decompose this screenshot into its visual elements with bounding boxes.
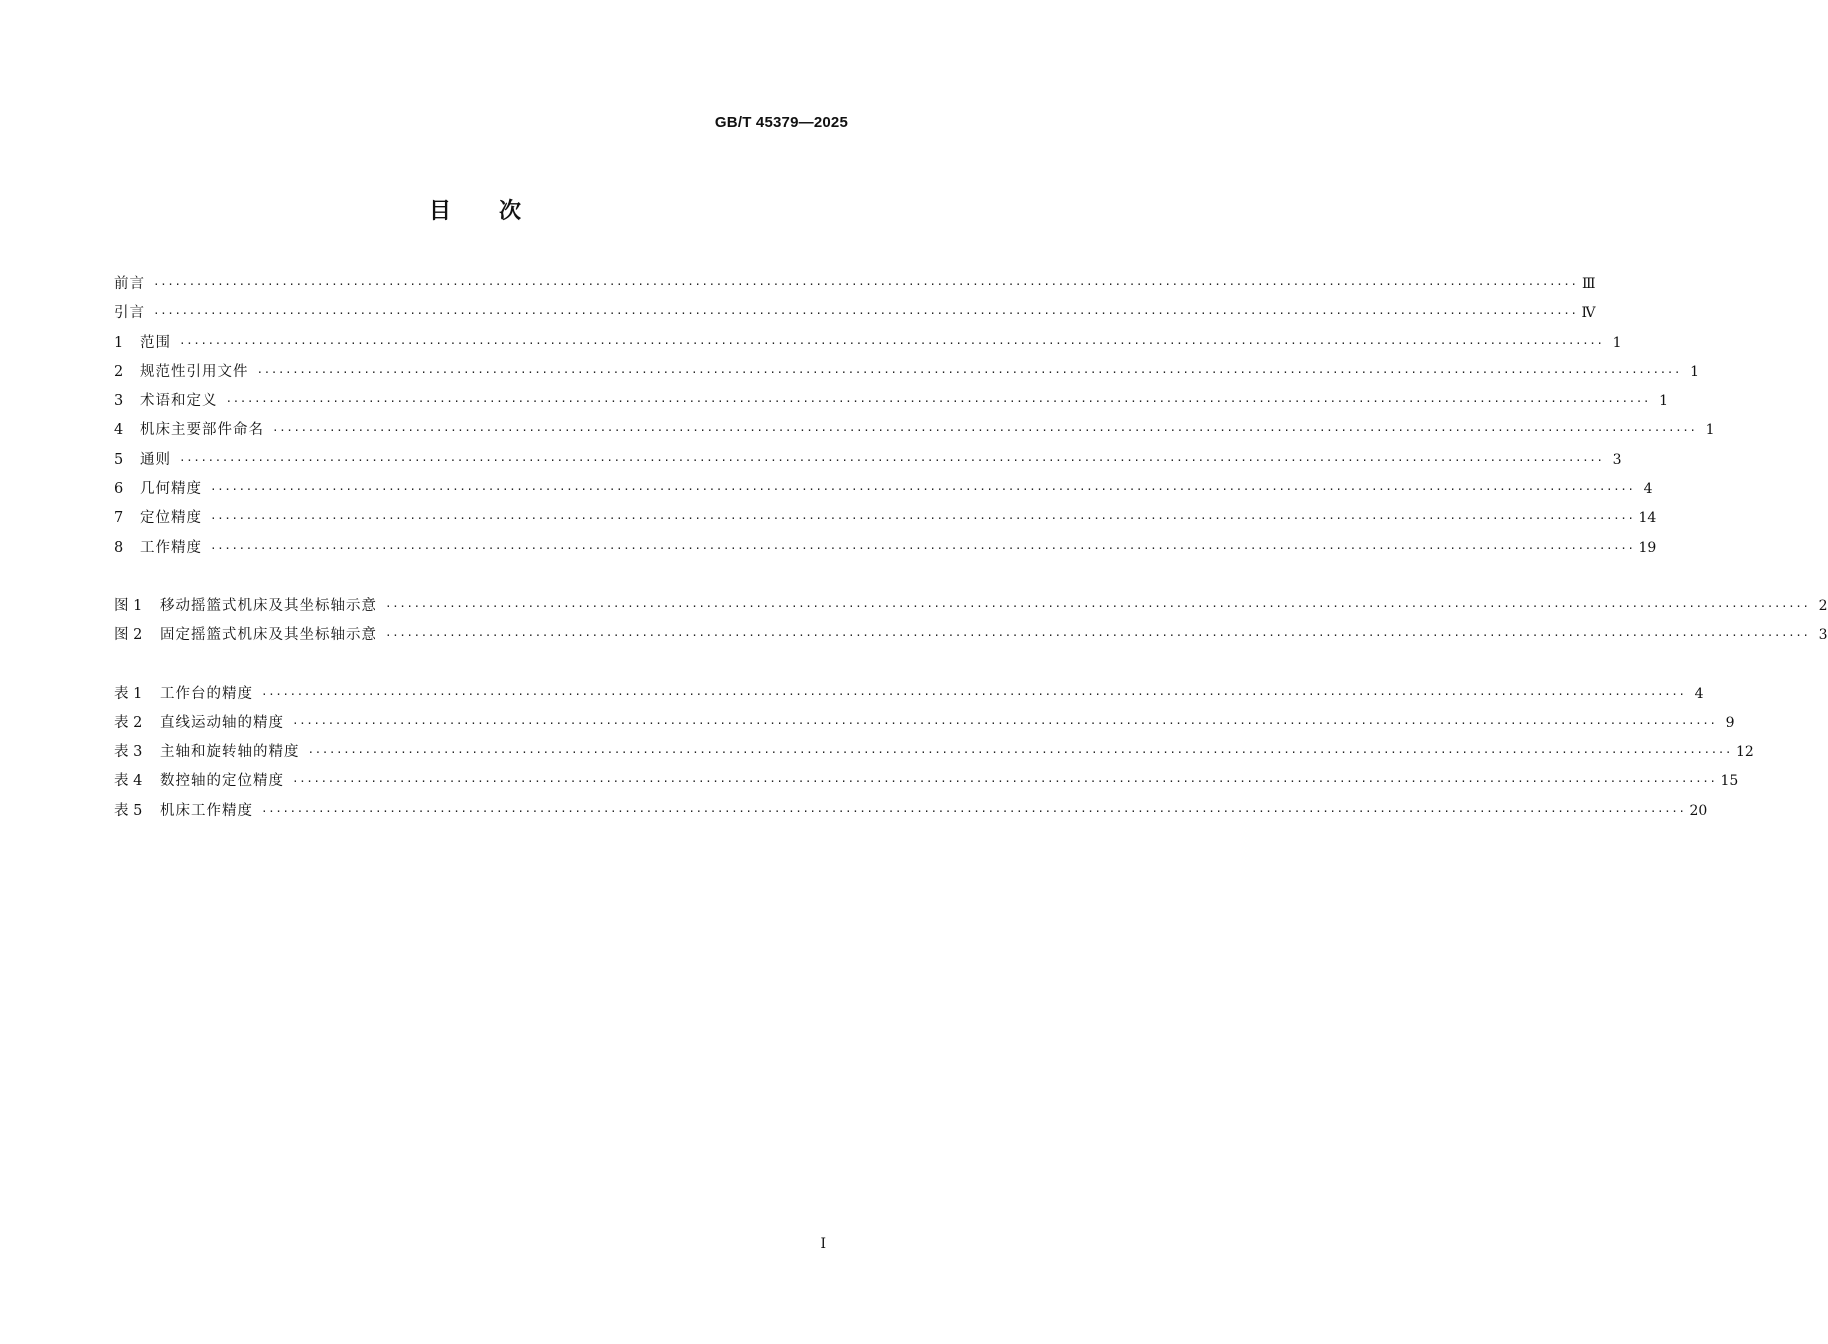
toc-entry-section-5[interactable] bbox=[114, 446, 1622, 475]
toc-entry-page: 19 bbox=[1638, 539, 1657, 556]
toc-entry-page: 2 bbox=[1818, 597, 1828, 614]
toc-leader-dots: ········································································································································································································ bbox=[261, 687, 1686, 701]
toc-entry-page: Ⅲ bbox=[1582, 276, 1596, 292]
toc-entry-label: 移动摇篮式机床及其坐标轴示意 bbox=[160, 597, 377, 614]
toc-leader-dots: ········································································································································································································ bbox=[225, 395, 1651, 409]
toc-entry-page: 1 bbox=[1690, 363, 1700, 380]
toc-tables bbox=[114, 680, 1754, 826]
toc-entry-label: 定位精度 bbox=[140, 510, 202, 527]
toc-entry-number: 2 bbox=[114, 363, 124, 380]
toc-entry-number: 1 bbox=[114, 334, 124, 351]
toc-leader-dots: ········································································································································································································ bbox=[385, 599, 1810, 613]
toc-entry-label: 直线运动轴的精度 bbox=[160, 714, 284, 731]
toc-entry-label: 机床主要部件命名 bbox=[140, 422, 264, 439]
toc-entry-label: 前言 bbox=[114, 276, 145, 292]
toc-entry-label: 术语和定义 bbox=[140, 393, 218, 410]
toc-entry-page: 20 bbox=[1689, 802, 1708, 819]
toc-leader-dots: ········································································································································································································ bbox=[179, 336, 1604, 350]
page-title: 目次 bbox=[428, 199, 569, 224]
toc-leader-dots: ········································································································································································································ bbox=[385, 629, 1810, 643]
toc-entry-page: 3 bbox=[1818, 627, 1828, 644]
toc-entry-section-4[interactable] bbox=[114, 416, 1715, 445]
toc-entry-page: 1 bbox=[1659, 393, 1669, 410]
toc-entry-number: 5 bbox=[114, 451, 124, 468]
toc-entry-table-2[interactable] bbox=[114, 709, 1735, 738]
toc-entry-page: 9 bbox=[1725, 714, 1735, 731]
toc-leader-dots: ········································································································································································································ bbox=[261, 804, 1686, 818]
toc-entry-number: 3 bbox=[114, 393, 124, 410]
toc-leader-dots: ········································································································································································································ bbox=[292, 775, 1717, 789]
toc-entry-label: 机床工作精度 bbox=[160, 802, 253, 819]
toc-entry-number: 7 bbox=[114, 510, 124, 527]
toc-entry-figure-1[interactable] bbox=[114, 592, 1828, 621]
toc-entry-number: 4 bbox=[114, 422, 124, 439]
toc-entry-label: 主轴和旋转轴的精度 bbox=[160, 744, 300, 761]
toc-entry-introduction[interactable] bbox=[114, 299, 1596, 328]
toc-entry-page: 15 bbox=[1720, 773, 1739, 790]
toc-entry-page: 4 bbox=[1643, 481, 1653, 498]
toc-entry-label: 引言 bbox=[114, 305, 145, 322]
toc-entry-table-3[interactable] bbox=[114, 738, 1754, 767]
toc-entry-number: 6 bbox=[114, 481, 124, 498]
toc-leader-dots: ········································································································································································································ bbox=[272, 424, 1697, 438]
toc-entry-label: 固定摇篮式机床及其坐标轴示意 bbox=[160, 627, 377, 644]
toc-entry-section-3[interactable] bbox=[114, 387, 1669, 416]
toc-entry-table-1[interactable] bbox=[114, 680, 1704, 709]
table-of-contents bbox=[114, 270, 1828, 826]
toc-entry-section-1[interactable] bbox=[114, 329, 1622, 358]
standard-code: GB/T 45379—2025 bbox=[714, 114, 848, 131]
toc-entry-page: Ⅳ bbox=[1581, 305, 1596, 322]
toc-entry-page: 14 bbox=[1638, 510, 1657, 527]
toc-leader-dots: ········································································································································································································ bbox=[179, 453, 1604, 467]
toc-leader-dots: ········································································································································································································ bbox=[153, 307, 1578, 321]
toc-leader-dots: ········································································································································································································ bbox=[307, 746, 1733, 760]
toc-entry-label: 通则 bbox=[140, 451, 171, 468]
toc-entry-label: 几何精度 bbox=[140, 481, 202, 498]
toc-entry-number: 表 1 bbox=[114, 685, 143, 702]
toc-entry-page: 3 bbox=[1612, 451, 1622, 468]
toc-entry-page: 1 bbox=[1612, 334, 1622, 351]
toc-entry-foreword[interactable] bbox=[114, 270, 1596, 299]
toc-entry-number: 表 5 bbox=[114, 802, 143, 819]
toc-entry-label: 范围 bbox=[140, 334, 171, 351]
toc-leader-dots: ········································································································································································································ bbox=[153, 278, 1578, 291]
toc-entry-section-8[interactable] bbox=[114, 534, 1657, 563]
toc-entry-label: 工作精度 bbox=[140, 539, 202, 556]
toc-entry-label: 工作台的精度 bbox=[160, 685, 253, 702]
toc-entry-page: 1 bbox=[1705, 422, 1715, 439]
toc-entry-table-4[interactable] bbox=[114, 767, 1739, 796]
toc-entry-number: 表 4 bbox=[114, 773, 143, 790]
toc-leader-dots: ········································································································································································································ bbox=[256, 365, 1682, 379]
toc-entry-number: 8 bbox=[114, 539, 124, 556]
toc-entry-section-2[interactable] bbox=[114, 358, 1700, 387]
toc-entry-number: 图 2 bbox=[114, 627, 143, 644]
toc-entry-number: 表 3 bbox=[114, 744, 143, 761]
toc-entry-table-5[interactable] bbox=[114, 797, 1708, 826]
toc-sections bbox=[114, 270, 1715, 563]
toc-entry-page: 12 bbox=[1736, 744, 1754, 761]
toc-leader-dots: ········································································································································································································ bbox=[210, 483, 1635, 497]
toc-leader-dots: ········································································································································································································ bbox=[210, 541, 1635, 555]
toc-entry-number: 图 1 bbox=[114, 597, 143, 614]
toc-entry-number: 表 2 bbox=[114, 714, 143, 731]
toc-entry-section-6[interactable] bbox=[114, 475, 1653, 504]
toc-entry-label: 数控轴的定位精度 bbox=[160, 773, 284, 790]
toc-figures bbox=[114, 592, 1828, 651]
toc-entry-figure-2[interactable] bbox=[114, 621, 1828, 650]
toc-entry-section-7[interactable] bbox=[114, 504, 1657, 533]
page-number: I bbox=[820, 1236, 826, 1252]
toc-leader-dots: ········································································································································································································ bbox=[292, 716, 1717, 730]
toc-entry-label: 规范性引用文件 bbox=[140, 363, 249, 380]
toc-leader-dots: ········································································································································································································ bbox=[210, 512, 1635, 526]
toc-entry-page: 4 bbox=[1694, 685, 1704, 702]
